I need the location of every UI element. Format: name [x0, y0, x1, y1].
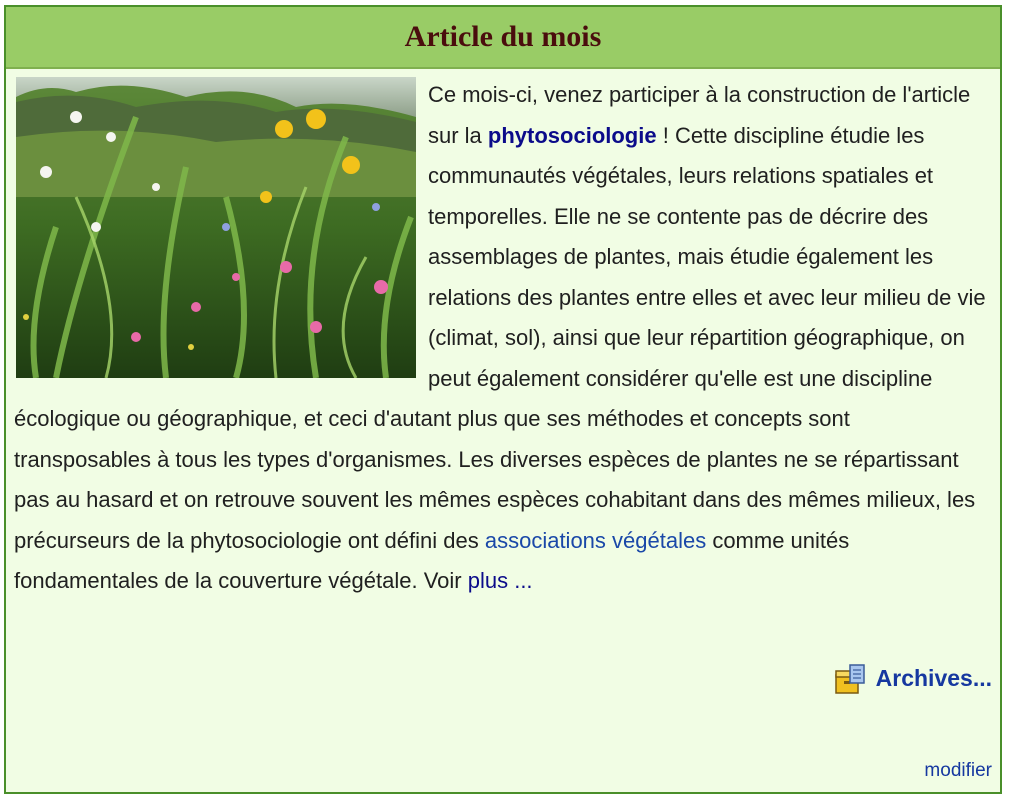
panel-title: Article du mois: [404, 20, 602, 53]
panel-header: [6, 7, 1000, 69]
archives-row: [830, 659, 992, 697]
voir-plus-link[interactable]: plus ...: [467, 568, 533, 593]
associations-vegetales-link[interactable]: associations végétales: [484, 527, 707, 553]
article-body-2: comme unités fondamentales de la couverture végétale. Voir: [14, 527, 850, 593]
modifier-link[interactable]: modifier: [924, 760, 992, 781]
meadow-photo[interactable]: [16, 77, 416, 378]
article-intro: Ce mois-ci, venez participer à la construction de l'article sur la: [428, 82, 971, 148]
article-content: [14, 75, 992, 602]
archive-box-icon[interactable]: [830, 659, 868, 697]
article-body-1: ! Cette discipline étudie les communautés végétales, leurs relations spatiales et temporelles. Elle ne se contente pas de décrire des assemblages de plantes, mais étudie également les relations des plantes entre elles et avec leur milieu de vie (climat, sol), ainsi que leur répartition géographique, on peut également considérer qu'elle est une discipline écologique ou géographique, et ceci d'autant plus que ses méthodes et concepts sont transposables à tous les types d'organismes. Les diverses espèces de plantes ne se répartissant pas au hasard et on retrouve souvent les mêmes espèces cohabitant dans des mêmes milieux, les précurseurs de la phytosociologie ont défini des: [14, 122, 986, 553]
article-du-mois-panel: [4, 5, 1002, 794]
meadow-image: [16, 77, 416, 378]
phytosociologie-link[interactable]: phytosociologie: [487, 122, 657, 148]
archives-link[interactable]: Archives...: [875, 664, 992, 691]
